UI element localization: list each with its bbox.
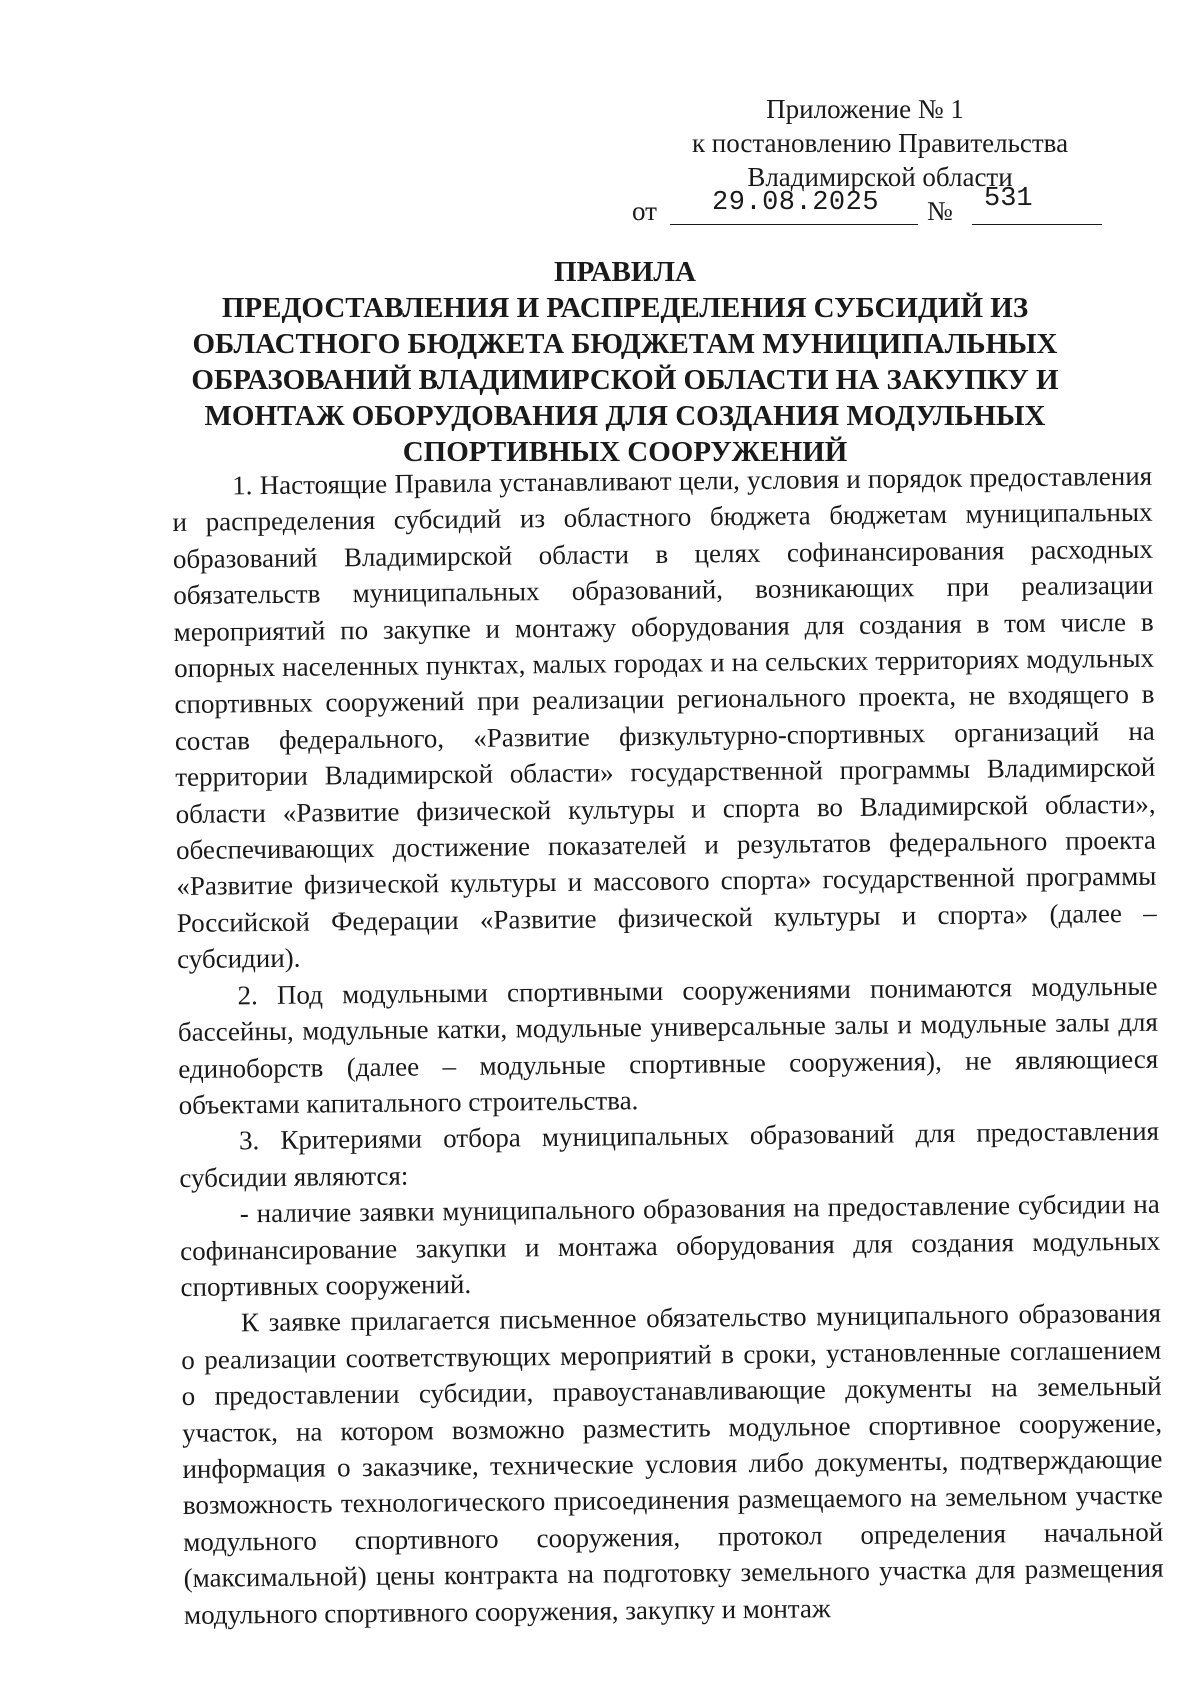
title-line-2: ПРЕДОСТАВЛЕНИЯ И РАСПРЕДЕЛЕНИЯ СУБСИДИЙ ИЗ	[221, 292, 1029, 324]
paragraph-3: 3. Критериями отбора муниципальных образований для предоставления субсидии являются:	[179, 1116, 1160, 1193]
document-body	[172, 458, 1164, 1633]
paragraph-1: 1. Настоящие Правила устанавливают цели, условия и порядок предоставления и распределения субсидий из областного бюджета бюджетам муниципальных образований Владимирской области в целях софинансирования расходных обязательств муниципальных образований, возникающих при реализации мероприятий по закупке и монтажу оборудования для создания в том числе в опорных населенных пунктах, малых городах и на сельских территориях модульных спортивных сооружений при реализации регионального проекта, не входящего в состав федерального, «Развитие физкультурно-спортивных организаций на территории Владимирской области» государственной программы Владимирской области «Развитие физической культуры и спорта во Владимирской области», обеспечивающих достижение показателей и результатов федерального проекта «Развитие физической культуры и массового спорта» государственной программы Российской Федерации «Развитие физической культуры и спорта» (далее – субсидии).	[172, 460, 1157, 975]
paragraph-2: 2. Под модульными спортивными сооружениями понимаются модульные бассейны, модульные катки, модульные универсальные залы и модульные залы для единоборств (далее – модульные спортивные сооружения), не являющиеся объектами капитального строительства.	[177, 970, 1159, 1120]
number-underline	[972, 184, 1102, 225]
paragraph-4: - наличие заявки муниципального образования на предоставление субсидии на софинансирование закупки и монтажа оборудования для создания модульных спортивных сооружений.	[180, 1188, 1161, 1302]
title-line-6: СПОРТИВНЫХ СООРУЖЕНИЙ	[402, 436, 848, 468]
annex-header	[600, 92, 1160, 194]
annex-title: Приложение № 1	[766, 94, 964, 124]
resolution-date-row	[632, 184, 1102, 228]
number-label: №	[927, 196, 953, 226]
resolution-date: 29.08.2025	[712, 188, 880, 218]
title-line-5: МОНТАЖ ОБОРУДОВАНИЯ ДЛЯ СОЗДАНИЯ МОДУЛЬНЫХ	[204, 400, 1046, 432]
date-underline	[670, 188, 918, 225]
document-title	[160, 254, 1090, 470]
annex-region-line: Владимирской области	[747, 162, 1013, 192]
annex-resolution-line: к постановлению Правительства	[691, 128, 1069, 158]
paragraph-5: К заявке прилагается письменное обязательство муниципального образования о реализации соответствующих мероприятий в сроки, установленные соглашением о предоставлении субсидии, правоустанавливающие документы на земельный участок, на котором возможно разместить модульное спортивное сооружение, информация о заказчике, технические условия либо документы, подтверждающие возможность технологического присоединения размещаемого на земельном участке модульного спортивного сооружения, протокол определения начальной (максимальной) цены контракта на подготовку земельного участка для размещения модульного спортивного сооружения, закупку и монтаж	[181, 1298, 1164, 1630]
from-label: от	[632, 196, 657, 226]
title-line-1: ПРАВИЛА	[554, 256, 696, 288]
title-line-4: ОБРАЗОВАНИЙ ВЛАДИМИРСКОЙ ОБЛАСТИ НА ЗАКУПКУ И	[191, 364, 1059, 396]
resolution-number: 531	[984, 184, 1033, 214]
title-line-3: ОБЛАСТНОГО БЮДЖЕТА БЮДЖЕТАМ МУНИЦИПАЛЬНЫХ	[192, 328, 1058, 360]
